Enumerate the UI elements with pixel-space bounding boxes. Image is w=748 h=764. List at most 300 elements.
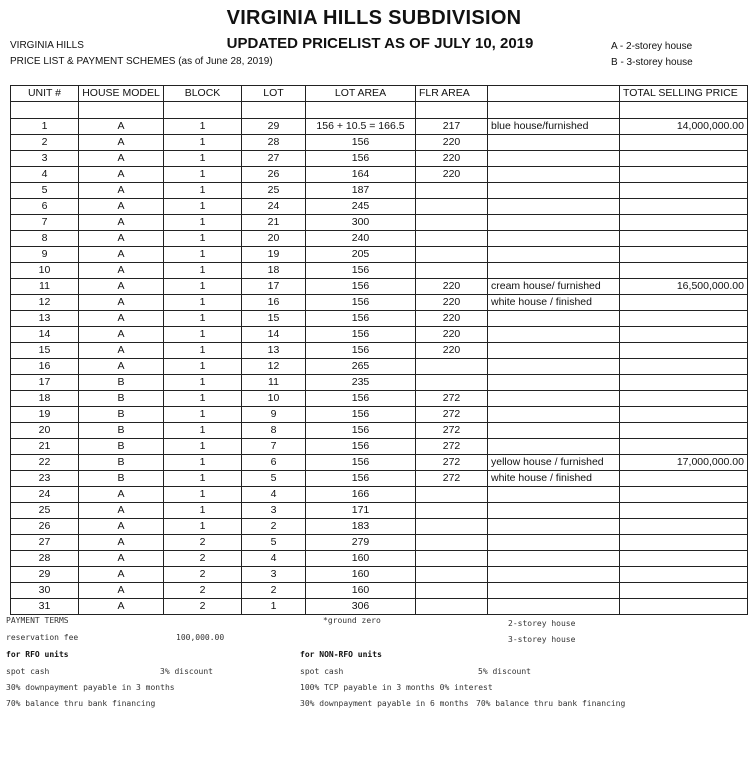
block-cell: 1 [164,519,242,535]
unit-number-cell: 5 [11,183,79,199]
block-cell: 1 [164,295,242,311]
house-model-cell: A [79,183,164,199]
table-header-row [11,86,748,102]
remarks-cell [488,327,620,343]
unit-number-cell: 1 [11,119,79,135]
unit-number-cell: 8 [11,231,79,247]
non-rfo-balance-term: 70% balance thru bank financing [476,699,626,708]
remarks-cell [488,247,620,263]
table-row [11,487,748,503]
remarks-cell: cream house/ furnished [488,279,620,295]
lot-area-cell: 183 [306,519,416,535]
lot-area-cell: 156 [306,407,416,423]
pricelist-table [10,85,748,615]
lot-area-cell: 235 [306,375,416,391]
lot-cell: 8 [242,423,306,439]
lot-cell: 5 [242,535,306,551]
floor-area-cell [416,263,488,279]
non-rfo-units-heading: for NON-RFO units [300,650,382,659]
block-cell: 1 [164,343,242,359]
block-cell: 1 [164,327,242,343]
col-header-block: BLOCK [164,86,242,102]
remarks-cell: blue house/furnished [488,119,620,135]
floor-area-cell: 272 [416,471,488,487]
lot-area-cell: 156 [306,135,416,151]
total-selling-price-cell [620,551,748,567]
col-header-total-selling-price: TOTAL SELLING PRICE [620,86,748,102]
house-model-cell: A [79,151,164,167]
floor-area-cell: 220 [416,343,488,359]
remarks-cell [488,567,620,583]
block-cell: 1 [164,263,242,279]
remarks-cell [488,231,620,247]
remarks-cell [488,423,620,439]
lot-cell: 3 [242,503,306,519]
floor-area-cell [416,599,488,615]
unit-number-cell: 12 [11,295,79,311]
house-model-cell: A [79,599,164,615]
block-cell: 1 [164,471,242,487]
remarks-cell [488,407,620,423]
lot-cell: 6 [242,455,306,471]
col-header-floor-area: FLR AREA [416,86,488,102]
table-row [11,343,748,359]
floor-area-cell [416,535,488,551]
floor-area-cell: 272 [416,423,488,439]
lot-cell: 5 [242,471,306,487]
floor-area-cell [416,487,488,503]
lot-area-cell: 205 [306,247,416,263]
unit-number-cell: 21 [11,439,79,455]
block-cell: 1 [164,407,242,423]
unit-number-cell: 26 [11,519,79,535]
floor-area-cell: 220 [416,327,488,343]
total-selling-price-cell [620,583,748,599]
table-row [11,119,748,135]
table-row [11,279,748,295]
total-selling-price-cell [620,567,748,583]
table-spacer-row [11,102,748,119]
col-header-lot: LOT [242,86,306,102]
floor-area-cell [416,567,488,583]
block-cell: 1 [164,119,242,135]
unit-number-cell: 30 [11,583,79,599]
table-row [11,167,748,183]
remarks-cell [488,599,620,615]
table-row [11,311,748,327]
unit-number-cell: 16 [11,359,79,375]
block-cell: 1 [164,279,242,295]
remarks-cell [488,215,620,231]
house-model-cell: A [79,231,164,247]
unit-number-cell: 14 [11,327,79,343]
block-cell: 1 [164,247,242,263]
total-selling-price-cell [620,391,748,407]
remarks-cell [488,391,620,407]
table-row [11,407,748,423]
total-selling-price-cell: 14,000,000.00 [620,119,748,135]
unit-number-cell: 9 [11,247,79,263]
table-row [11,599,748,615]
non-rfo-spot-cash-discount: 5% discount [478,667,531,676]
total-selling-price-cell [620,423,748,439]
unit-number-cell: 19 [11,407,79,423]
floor-area-cell [416,215,488,231]
lot-area-cell: 160 [306,551,416,567]
floor-area-cell: 272 [416,439,488,455]
lot-cell: 29 [242,119,306,135]
lot-area-cell: 156 [306,279,416,295]
remarks-cell [488,519,620,535]
remarks-cell [488,183,620,199]
house-model-cell: A [79,279,164,295]
total-selling-price-cell [620,343,748,359]
total-selling-price-cell [620,247,748,263]
house-model-cell: A [79,519,164,535]
house-model-cell: B [79,439,164,455]
table-row [11,215,748,231]
lot-cell: 2 [242,519,306,535]
unit-number-cell: 10 [11,263,79,279]
remarks-cell: yellow house / furnished [488,455,620,471]
floor-area-cell [416,583,488,599]
unit-number-cell: 7 [11,215,79,231]
lot-cell: 28 [242,135,306,151]
remarks-cell [488,151,620,167]
floor-area-cell: 220 [416,311,488,327]
block-cell: 2 [164,583,242,599]
lot-area-cell: 156 [306,439,416,455]
remarks-cell [488,439,620,455]
unit-number-cell: 22 [11,455,79,471]
reservation-fee-value: 100,000.00 [176,633,225,642]
table-row [11,471,748,487]
block-cell: 1 [164,135,242,151]
block-cell: 1 [164,311,242,327]
total-selling-price-cell [620,375,748,391]
table-row [11,199,748,215]
house-model-cell: A [79,535,164,551]
lot-cell: 27 [242,151,306,167]
block-cell: 2 [164,567,242,583]
document-title: VIRGINIA HILLS SUBDIVISION [226,7,522,29]
remarks-cell [488,167,620,183]
floor-area-cell [416,375,488,391]
pricelist-caption: PRICE LIST & PAYMENT SCHEMES (as of June 28, 2019) [10,56,273,67]
total-selling-price-cell [620,519,748,535]
remarks-cell: white house / finished [488,295,620,311]
lot-area-cell: 265 [306,359,416,375]
floor-area-cell: 272 [416,407,488,423]
lot-cell: 11 [242,375,306,391]
house-model-cell: A [79,295,164,311]
lot-cell: 21 [242,215,306,231]
table-row [11,247,748,263]
lot-cell: 7 [242,439,306,455]
total-selling-price-cell [620,199,748,215]
block-cell: 1 [164,167,242,183]
house-model-cell: B [79,375,164,391]
lot-area-cell: 160 [306,583,416,599]
unit-number-cell: 2 [11,135,79,151]
rfo-spot-cash-discount: 3% discount [160,667,213,676]
legend-model-a: A - 2-storey house [611,41,693,52]
remarks-cell [488,263,620,279]
block-cell: 1 [164,487,242,503]
floor-area-cell: 272 [416,455,488,471]
lot-area-cell: 156 [306,471,416,487]
floor-area-cell [416,503,488,519]
house-model-cell: B [79,455,164,471]
house-model-cell: A [79,503,164,519]
total-selling-price-cell [620,231,748,247]
document-subtitle: UPDATED PRICELIST AS OF JULY 10, 2019 [226,35,534,52]
lot-area-cell: 156 [306,391,416,407]
floor-area-cell: 220 [416,135,488,151]
col-header-house-model: HOUSE MODEL [79,86,164,102]
house-model-cell: A [79,119,164,135]
remarks-cell [488,535,620,551]
project-name: VIRGINIA HILLS [10,40,84,51]
three-storey-note: 3-storey house [508,635,576,644]
block-cell: 1 [164,423,242,439]
unit-number-cell: 23 [11,471,79,487]
unit-number-cell: 20 [11,423,79,439]
lot-area-cell: 279 [306,535,416,551]
col-header-unit: UNIT # [11,86,79,102]
total-selling-price-cell [620,263,748,279]
floor-area-cell: 220 [416,167,488,183]
lot-cell: 19 [242,247,306,263]
total-selling-price-cell [620,151,748,167]
remarks-cell [488,503,620,519]
unit-number-cell: 4 [11,167,79,183]
payment-terms-heading: PAYMENT TERMS [6,616,69,625]
block-cell: 1 [164,391,242,407]
lot-cell: 4 [242,487,306,503]
table-row [11,535,748,551]
remarks-cell [488,583,620,599]
lot-cell: 24 [242,199,306,215]
lot-area-cell: 166 [306,487,416,503]
block-cell: 1 [164,231,242,247]
total-selling-price-cell [620,599,748,615]
block-cell: 1 [164,151,242,167]
remarks-cell [488,199,620,215]
table-row [11,423,748,439]
block-cell: 1 [164,183,242,199]
total-selling-price-cell [620,407,748,423]
rfo-units-heading: for RFO units [6,650,69,659]
lot-area-cell: 240 [306,231,416,247]
lot-cell: 25 [242,183,306,199]
col-header-lot-area: LOT AREA [306,86,416,102]
lot-area-cell: 156 [306,151,416,167]
table-row [11,231,748,247]
house-model-cell: A [79,311,164,327]
house-model-cell: A [79,263,164,279]
table-row [11,583,748,599]
total-selling-price-cell [620,295,748,311]
remarks-cell [488,551,620,567]
floor-area-cell [416,551,488,567]
floor-area-cell: 217 [416,119,488,135]
lot-cell: 1 [242,599,306,615]
unit-number-cell: 3 [11,151,79,167]
table-row [11,327,748,343]
block-cell: 1 [164,439,242,455]
lot-cell: 10 [242,391,306,407]
house-model-cell: A [79,215,164,231]
ground-zero-note: *ground zero [323,616,381,625]
lot-cell: 26 [242,167,306,183]
floor-area-cell [416,247,488,263]
floor-area-cell: 220 [416,151,488,167]
lot-cell: 2 [242,583,306,599]
unit-number-cell: 29 [11,567,79,583]
lot-cell: 15 [242,311,306,327]
lot-cell: 12 [242,359,306,375]
block-cell: 1 [164,503,242,519]
remarks-cell [488,375,620,391]
lot-area-cell: 306 [306,599,416,615]
lot-area-cell: 156 [306,343,416,359]
rfo-downpayment-term: 30% downpayment payable in 3 months [6,683,175,692]
total-selling-price-cell [620,135,748,151]
legend-model-b: B - 3-storey house [611,57,693,68]
table-row [11,551,748,567]
floor-area-cell [416,199,488,215]
lot-cell: 20 [242,231,306,247]
reservation-fee-label: reservation fee [6,633,79,642]
floor-area-cell: 272 [416,391,488,407]
lot-cell: 4 [242,551,306,567]
lot-cell: 18 [242,263,306,279]
rfo-spot-cash-label: spot cash [6,667,50,676]
total-selling-price-cell [620,167,748,183]
house-model-cell: A [79,327,164,343]
house-model-cell: A [79,567,164,583]
house-model-cell: B [79,391,164,407]
block-cell: 2 [164,551,242,567]
table-row [11,135,748,151]
table-row [11,183,748,199]
unit-number-cell: 6 [11,199,79,215]
house-model-cell: A [79,583,164,599]
lot-area-cell: 171 [306,503,416,519]
unit-number-cell: 31 [11,599,79,615]
remarks-cell: white house / finished [488,471,620,487]
lot-area-cell: 156 [306,263,416,279]
lot-area-cell: 164 [306,167,416,183]
rfo-balance-term: 70% balance thru bank financing [6,699,156,708]
table-row [11,391,748,407]
block-cell: 2 [164,535,242,551]
table-row [11,263,748,279]
total-selling-price-cell [620,183,748,199]
two-storey-note: 2-storey house [508,619,576,628]
lot-cell: 3 [242,567,306,583]
lot-area-cell: 156 [306,327,416,343]
house-model-cell: B [79,407,164,423]
total-selling-price-cell [620,311,748,327]
lot-area-cell: 300 [306,215,416,231]
total-selling-price-cell: 17,000,000.00 [620,455,748,471]
table-row [11,519,748,535]
table-row [11,503,748,519]
unit-number-cell: 15 [11,343,79,359]
unit-number-cell: 25 [11,503,79,519]
remarks-cell [488,343,620,359]
remarks-cell [488,487,620,503]
lot-area-cell: 156 [306,295,416,311]
unit-number-cell: 27 [11,535,79,551]
house-model-cell: A [79,487,164,503]
total-selling-price-cell [620,439,748,455]
unit-number-cell: 11 [11,279,79,295]
lot-area-cell: 245 [306,199,416,215]
block-cell: 1 [164,455,242,471]
floor-area-cell [416,183,488,199]
total-selling-price-cell [620,535,748,551]
floor-area-cell: 220 [416,295,488,311]
total-selling-price-cell [620,327,748,343]
lot-area-cell: 156 [306,455,416,471]
floor-area-cell [416,519,488,535]
block-cell: 2 [164,599,242,615]
total-selling-price-cell [620,359,748,375]
lot-cell: 16 [242,295,306,311]
non-rfo-downpayment-term: 30% downpayment payable in 6 months [300,699,469,708]
unit-number-cell: 17 [11,375,79,391]
total-selling-price-cell: 16,500,000.00 [620,279,748,295]
lot-area-cell: 187 [306,183,416,199]
table-row [11,375,748,391]
house-model-cell: A [79,343,164,359]
total-selling-price-cell [620,487,748,503]
floor-area-cell: 220 [416,279,488,295]
house-model-cell: A [79,167,164,183]
lot-area-cell: 156 [306,423,416,439]
house-model-cell: A [79,359,164,375]
lot-area-cell: 160 [306,567,416,583]
block-cell: 1 [164,215,242,231]
house-model-cell: A [79,247,164,263]
house-model-cell: B [79,423,164,439]
lot-cell: 13 [242,343,306,359]
remarks-cell [488,135,620,151]
lot-cell: 17 [242,279,306,295]
lot-area-cell: 156 [306,311,416,327]
unit-number-cell: 28 [11,551,79,567]
table-row [11,567,748,583]
unit-number-cell: 24 [11,487,79,503]
total-selling-price-cell [620,471,748,487]
block-cell: 1 [164,359,242,375]
remarks-cell [488,359,620,375]
remarks-cell [488,311,620,327]
table-row [11,295,748,311]
non-rfo-spot-cash-label: spot cash [300,667,344,676]
lot-cell: 14 [242,327,306,343]
block-cell: 1 [164,375,242,391]
unit-number-cell: 18 [11,391,79,407]
house-model-cell: A [79,551,164,567]
table-row [11,455,748,471]
table-row [11,151,748,167]
total-selling-price-cell [620,503,748,519]
house-model-cell: A [79,199,164,215]
